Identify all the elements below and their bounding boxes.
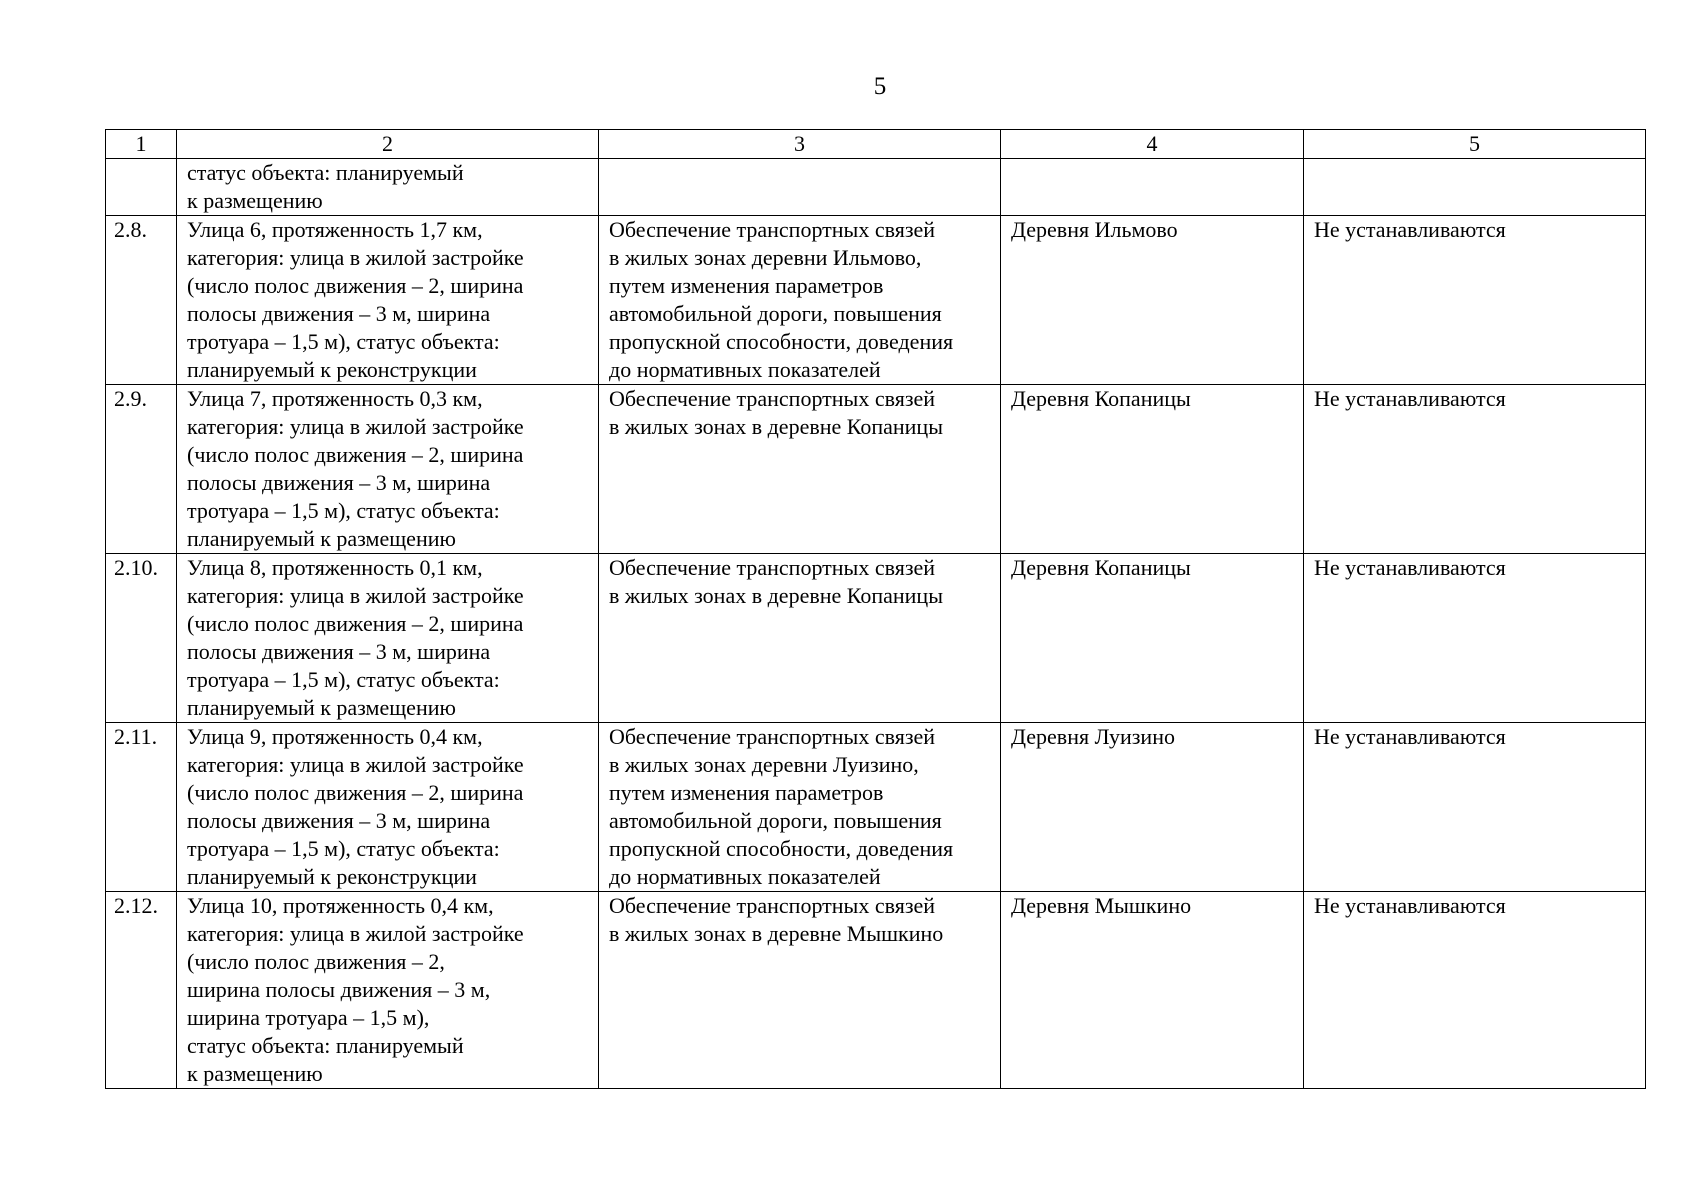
cell-text-line: ширина полосы движения – 3 м, bbox=[187, 977, 491, 1002]
table-body bbox=[106, 159, 1646, 1089]
purpose-cell bbox=[599, 159, 1001, 216]
row-number-cell: 2.10. bbox=[106, 554, 177, 723]
row-number-cell: 2.9. bbox=[106, 385, 177, 554]
location-cell bbox=[1001, 892, 1304, 1089]
cell-text-line: планируемый к размещению bbox=[187, 526, 456, 551]
cell-text-line: (число полос движения – 2, ширина bbox=[187, 273, 524, 298]
cell-text-line: Не устанавливаются bbox=[1314, 217, 1506, 242]
cell-text-line: до нормативных показателей bbox=[609, 357, 881, 382]
cell-text-line: Улица 6, протяженность 1,7 км, bbox=[187, 217, 483, 242]
cell-text-line: путем изменения параметров bbox=[609, 780, 884, 805]
cell-text-line: Обеспечение транспортных связей bbox=[609, 724, 936, 749]
cell-text-line: Улица 9, протяженность 0,4 км, bbox=[187, 724, 483, 749]
cell-text-line: в жилых зонах в деревне Копаницы bbox=[609, 414, 943, 439]
cell-text-line: категория: улица в жилой застройке bbox=[187, 583, 524, 608]
cell-text-line: категория: улица в жилой застройке bbox=[187, 752, 524, 777]
zone-characteristics-cell bbox=[1304, 723, 1646, 892]
cell-text-line: Обеспечение транспортных связей bbox=[609, 386, 936, 411]
cell-text-line: к размещению bbox=[187, 188, 323, 213]
cell-text-line: Улица 8, протяженность 0,1 км, bbox=[187, 555, 483, 580]
row-number-cell bbox=[106, 159, 177, 216]
cell-text-line: в жилых зонах деревни Ильмово, bbox=[609, 245, 922, 270]
cell-text-line: Деревня Копаницы bbox=[1011, 386, 1191, 411]
cell-text-line: в жилых зонах деревни Луизино, bbox=[609, 752, 919, 777]
cell-text-line: до нормативных показателей bbox=[609, 864, 881, 889]
purpose-cell bbox=[599, 385, 1001, 554]
object-description-cell bbox=[177, 216, 599, 385]
cell-text-line: к размещению bbox=[187, 1061, 323, 1086]
table-row bbox=[106, 385, 1646, 554]
location-cell bbox=[1001, 216, 1304, 385]
cell-text-line: тротуара – 1,5 м), статус объекта: bbox=[187, 836, 500, 861]
cell-text-line: полосы движения – 3 м, ширина bbox=[187, 301, 491, 326]
cell-text-line: путем изменения параметров bbox=[609, 273, 884, 298]
cell-text-line: (число полос движения – 2, ширина bbox=[187, 442, 524, 467]
location-cell bbox=[1001, 159, 1304, 216]
zone-characteristics-cell bbox=[1304, 385, 1646, 554]
cell-text-line: категория: улица в жилой застройке bbox=[187, 921, 524, 946]
purpose-cell bbox=[599, 723, 1001, 892]
table-row bbox=[106, 216, 1646, 385]
cell-text-line: статус объекта: планируемый bbox=[187, 1033, 464, 1058]
cell-text-line: Не устанавливаются bbox=[1314, 893, 1506, 918]
cell-text-line: Не устанавливаются bbox=[1314, 386, 1506, 411]
cell-text-line: (число полос движения – 2, bbox=[187, 949, 445, 974]
objects-table bbox=[105, 129, 1646, 1089]
cell-text-line: автомобильной дороги, повышения bbox=[609, 808, 942, 833]
object-description-cell bbox=[177, 159, 599, 216]
cell-text-line: категория: улица в жилой застройке bbox=[187, 414, 524, 439]
cell-text-line: Деревня Ильмово bbox=[1011, 217, 1178, 242]
cell-text-line: планируемый к реконструкции bbox=[187, 864, 477, 889]
cell-text-line: Не устанавливаются bbox=[1314, 555, 1506, 580]
cell-text-line: планируемый к реконструкции bbox=[187, 357, 477, 382]
cell-text-line: ширина тротуара – 1,5 м), bbox=[187, 1005, 430, 1030]
cell-text-line: автомобильной дороги, повышения bbox=[609, 301, 942, 326]
header-row bbox=[106, 130, 1646, 159]
cell-text-line: Обеспечение транспортных связей bbox=[609, 555, 936, 580]
purpose-cell bbox=[599, 892, 1001, 1089]
column-header-5: 5 bbox=[1304, 130, 1646, 159]
cell-text-line: тротуара – 1,5 м), статус объекта: bbox=[187, 498, 500, 523]
cell-text-line: (число полос движения – 2, ширина bbox=[187, 611, 524, 636]
cell-text-line: Обеспечение транспортных связей bbox=[609, 893, 936, 918]
cell-text-line: Не устанавливаются bbox=[1314, 724, 1506, 749]
row-number-cell: 2.8. bbox=[106, 216, 177, 385]
table-row bbox=[106, 159, 1646, 216]
cell-text-line: (число полос движения – 2, ширина bbox=[187, 780, 524, 805]
cell-text-line: полосы движения – 3 м, ширина bbox=[187, 470, 491, 495]
cell-text-line: полосы движения – 3 м, ширина bbox=[187, 808, 491, 833]
object-description-cell bbox=[177, 892, 599, 1089]
zone-characteristics-cell bbox=[1304, 554, 1646, 723]
zone-characteristics-cell bbox=[1304, 216, 1646, 385]
object-description-cell bbox=[177, 723, 599, 892]
column-header-1: 1 bbox=[106, 130, 177, 159]
object-description-cell bbox=[177, 554, 599, 723]
cell-text-line: в жилых зонах в деревне Копаницы bbox=[609, 583, 943, 608]
zone-characteristics-cell bbox=[1304, 159, 1646, 216]
column-header-3: 3 bbox=[599, 130, 1001, 159]
table-row bbox=[106, 892, 1646, 1089]
table-header bbox=[106, 130, 1646, 159]
table-row bbox=[106, 554, 1646, 723]
cell-text-line: статус объекта: планируемый bbox=[187, 160, 464, 185]
cell-text-line: полосы движения – 3 м, ширина bbox=[187, 639, 491, 664]
cell-text-line: пропускной способности, доведения bbox=[609, 329, 954, 354]
cell-text-line: в жилых зонах в деревне Мышкино bbox=[609, 921, 944, 946]
cell-text-line: тротуара – 1,5 м), статус объекта: bbox=[187, 329, 500, 354]
page-number: 5 bbox=[873, 73, 887, 100]
cell-text-line: планируемый к размещению bbox=[187, 695, 456, 720]
cell-text-line: категория: улица в жилой застройке bbox=[187, 245, 524, 270]
cell-text-line: Деревня Мышкино bbox=[1011, 893, 1192, 918]
table-row bbox=[106, 723, 1646, 892]
location-cell bbox=[1001, 723, 1304, 892]
location-cell bbox=[1001, 385, 1304, 554]
purpose-cell bbox=[599, 554, 1001, 723]
cell-text-line: Деревня Луизино bbox=[1011, 724, 1175, 749]
row-number-cell: 2.11. bbox=[106, 723, 177, 892]
object-description-cell bbox=[177, 385, 599, 554]
zone-characteristics-cell bbox=[1304, 892, 1646, 1089]
cell-text-line: Улица 10, протяженность 0,4 км, bbox=[187, 893, 494, 918]
cell-text-line: пропускной способности, доведения bbox=[609, 836, 954, 861]
cell-text-line: тротуара – 1,5 м), статус объекта: bbox=[187, 667, 500, 692]
cell-text-line: Улица 7, протяженность 0,3 км, bbox=[187, 386, 483, 411]
column-header-4: 4 bbox=[1001, 130, 1304, 159]
location-cell bbox=[1001, 554, 1304, 723]
cell-text-line: Обеспечение транспортных связей bbox=[609, 217, 936, 242]
column-header-2: 2 bbox=[177, 130, 599, 159]
row-number-cell: 2.12. bbox=[106, 892, 177, 1089]
cell-text-line: Деревня Копаницы bbox=[1011, 555, 1191, 580]
purpose-cell bbox=[599, 216, 1001, 385]
